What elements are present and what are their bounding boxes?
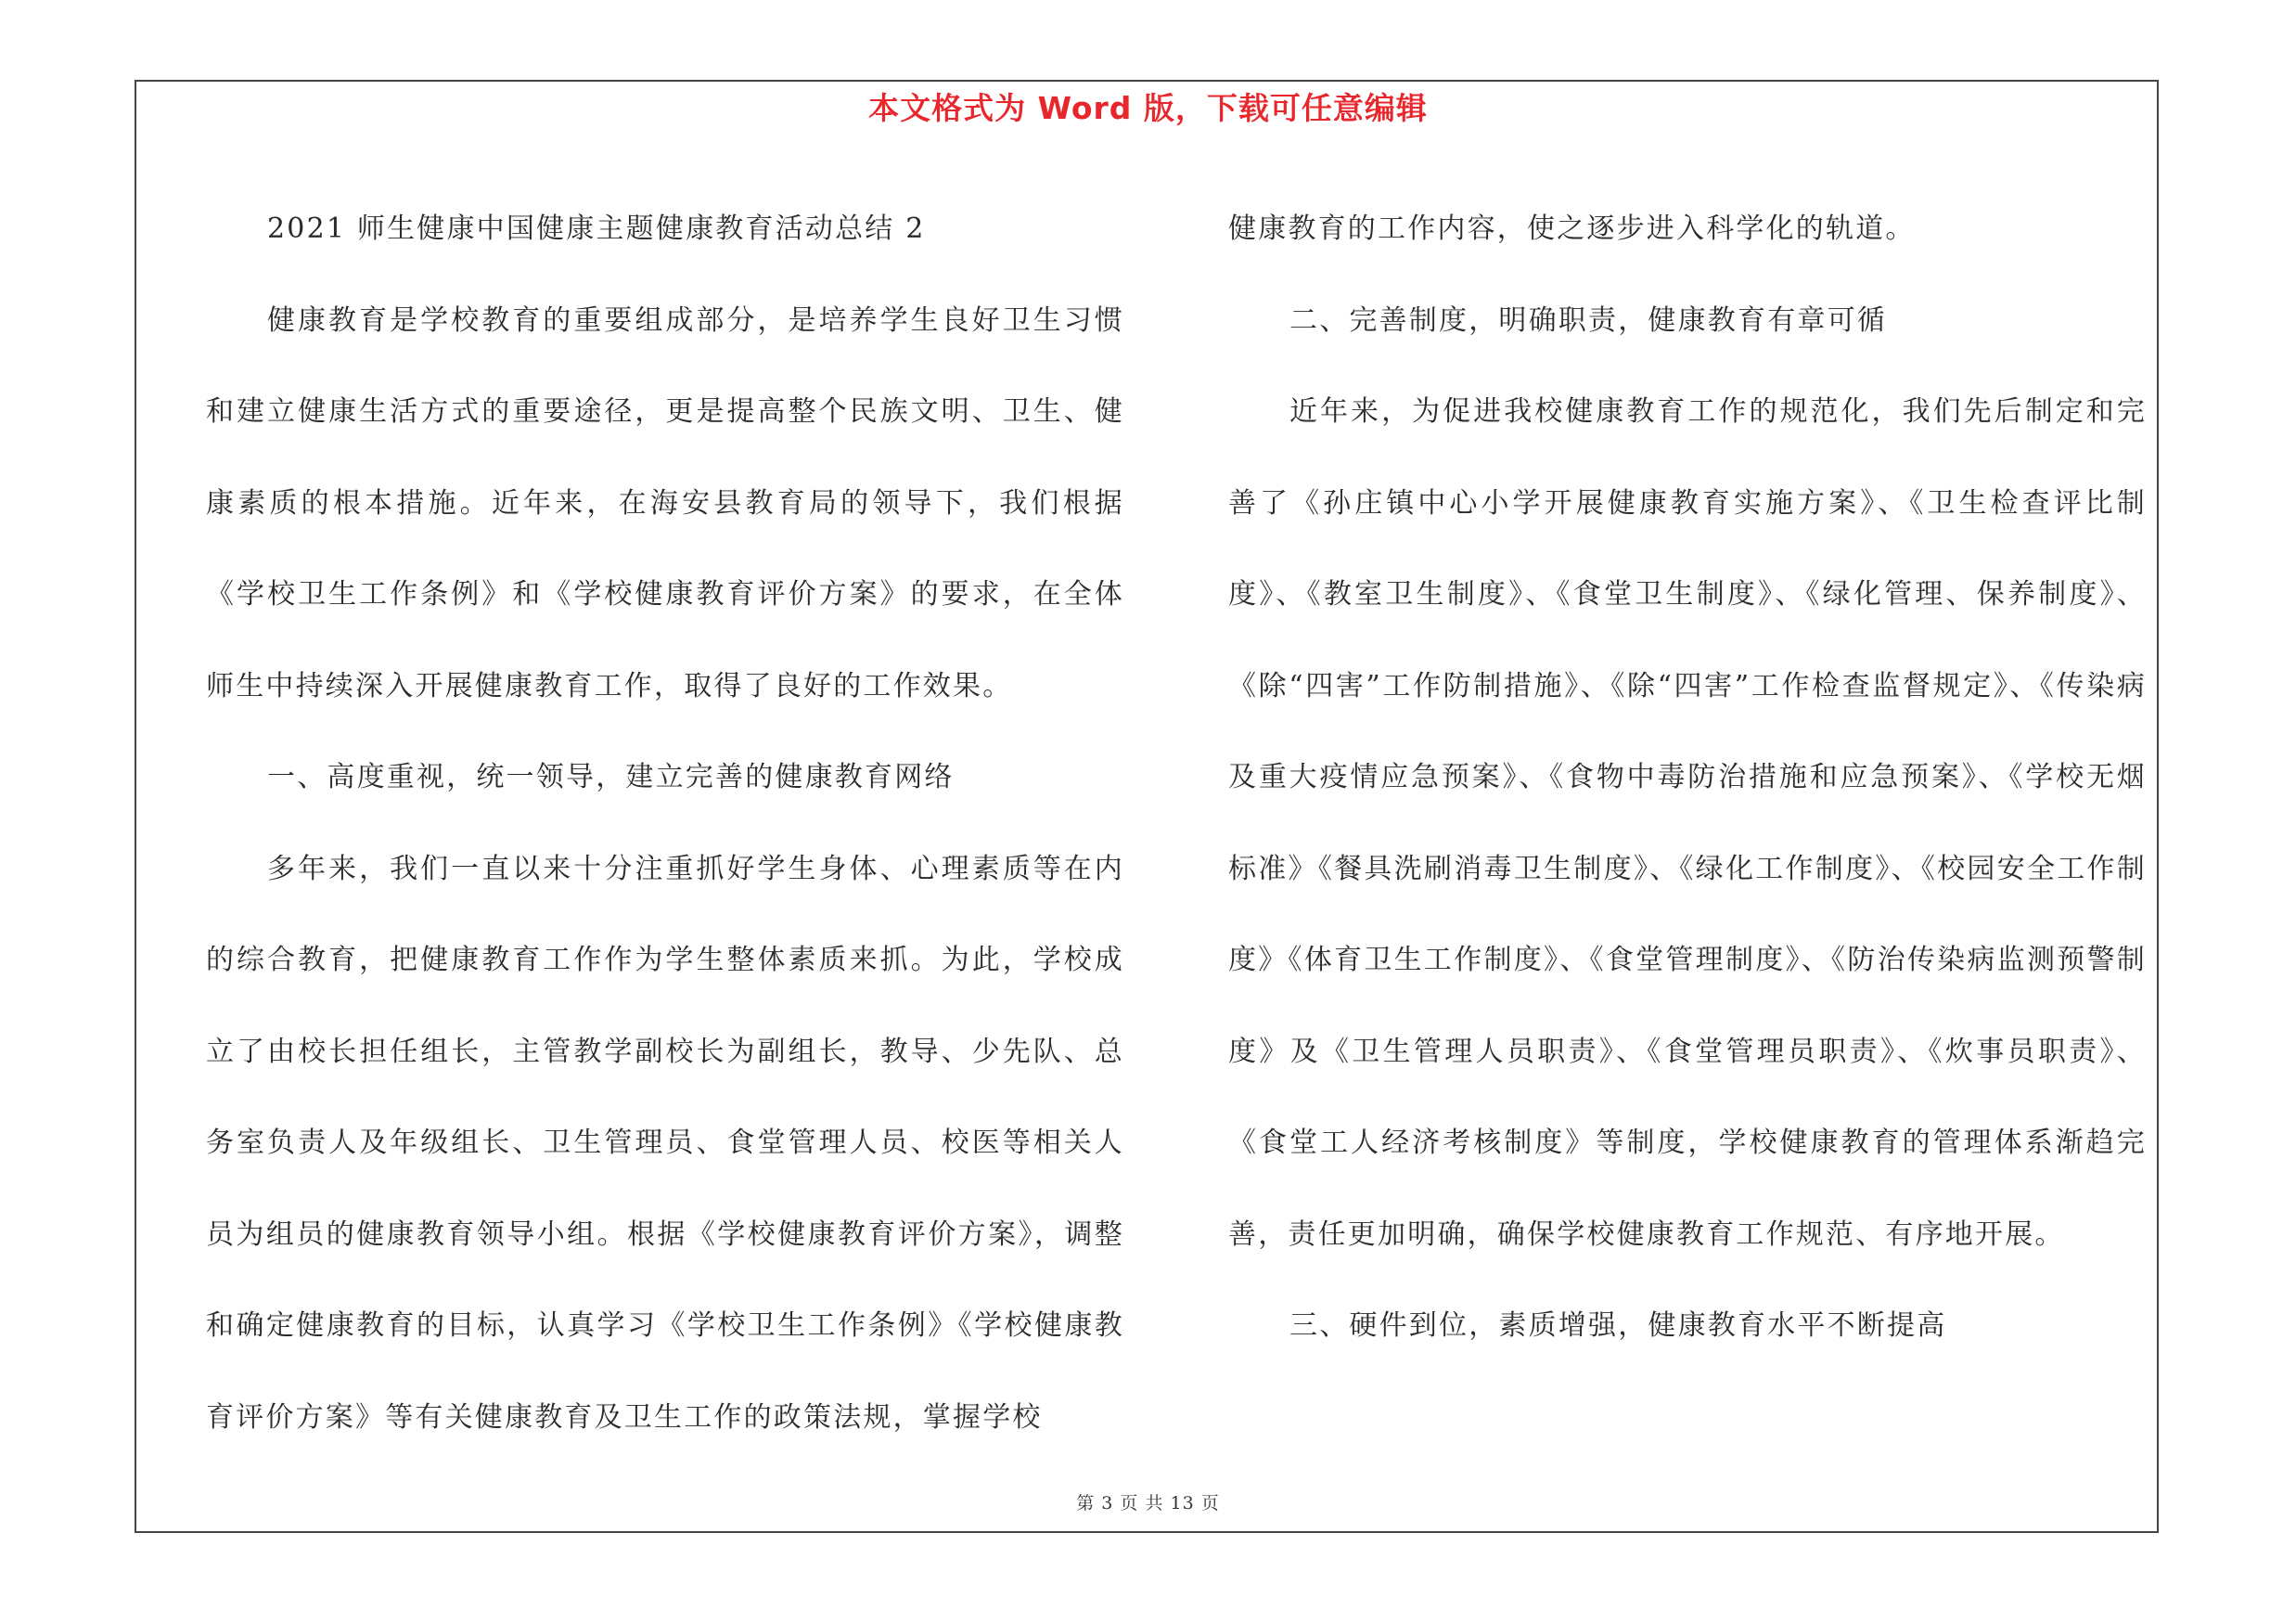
paragraph: 近年来，为促进我校健康教育工作的规范化，我们先后制定和完善了《孙庄镇中心小学开展健康教育实施方案》、《卫生检查评比制度》、《教室卫生制度》、《食堂卫生制度》、《绿化管理、保养制度》、《除“四害”工作防制措施》、《除“四害”工作检查监督规定》、《传染病及重大疫情应急预案》、《食物中毒防治措施和应急预案》、《学校无烟标准》《餐具洗刷消毒卫生制度》、《绿化工作制度》、《校园安全工作制度》《体育卫生工作制度》、《食堂管理制度》、《防治传染病监测预警制度》及《卫生管理人员职责》、《食堂管理员职责》、《炊事员职责》、《食堂工人经济考核制度》等制度，学校健康教育的管理体系渐趋完善，责任更加明确，确保学校健康教育工作规范、有序地开展。	[1228, 395, 2147, 1251]
paragraph: 多年来，我们一直以来十分注重抓好学生身体、心理素质等在内的综合教育，把健康教育工作作为学生整体素质来抓。为此，学校成立了由校长担任组长，主管教学副校长为副组长，教导、少先队、总务室负责人及年级组长、卫生管理员、食堂管理人员、校医等相关人员为组员的健康教育领导小组。根据《学校健康教育评价方案》，调整和确定健康教育的目标，认真学习《学校卫生工作条例》《学校健康教育评价方案》等有关健康教育及卫生工作的政策法规，掌握学校	[206, 852, 1124, 1434]
page-number: 第 3 页 共 13 页	[1076, 1493, 1220, 1514]
paragraph: 健康教育是学校教育的重要组成部分，是培养学生良好卫生习惯和建立健康生活方式的重要途径，更是提高整个民族文明、卫生、健康素质的根本措施。近年来，在海安县教育局的领导下，我们根据《学校卫生工作条例》和《学校健康教育评价方案》的要求，在全体师生中持续深入开展健康教育工作，取得了良好的工作效果。	[206, 303, 1124, 702]
right-column	[1228, 184, 2147, 1372]
format-banner: 本文格式为 Word 版，下载可任意编辑	[868, 90, 1428, 126]
left-column	[206, 184, 1124, 1463]
section-heading: 一、高度重视，统一领导，建立完善的健康教育网络	[267, 761, 955, 793]
paragraph: 健康教育的工作内容，使之逐步进入科学化的轨道。	[1228, 213, 1916, 245]
section-heading: 三、硬件到位，素质增强，健康教育水平不断提高	[1289, 1309, 1947, 1342]
section-heading: 二、完善制度，明确职责，健康教育有章可循	[1289, 303, 1887, 337]
paragraph: 2021 师生健康中国健康主题健康教育活动总结 2	[267, 213, 926, 245]
